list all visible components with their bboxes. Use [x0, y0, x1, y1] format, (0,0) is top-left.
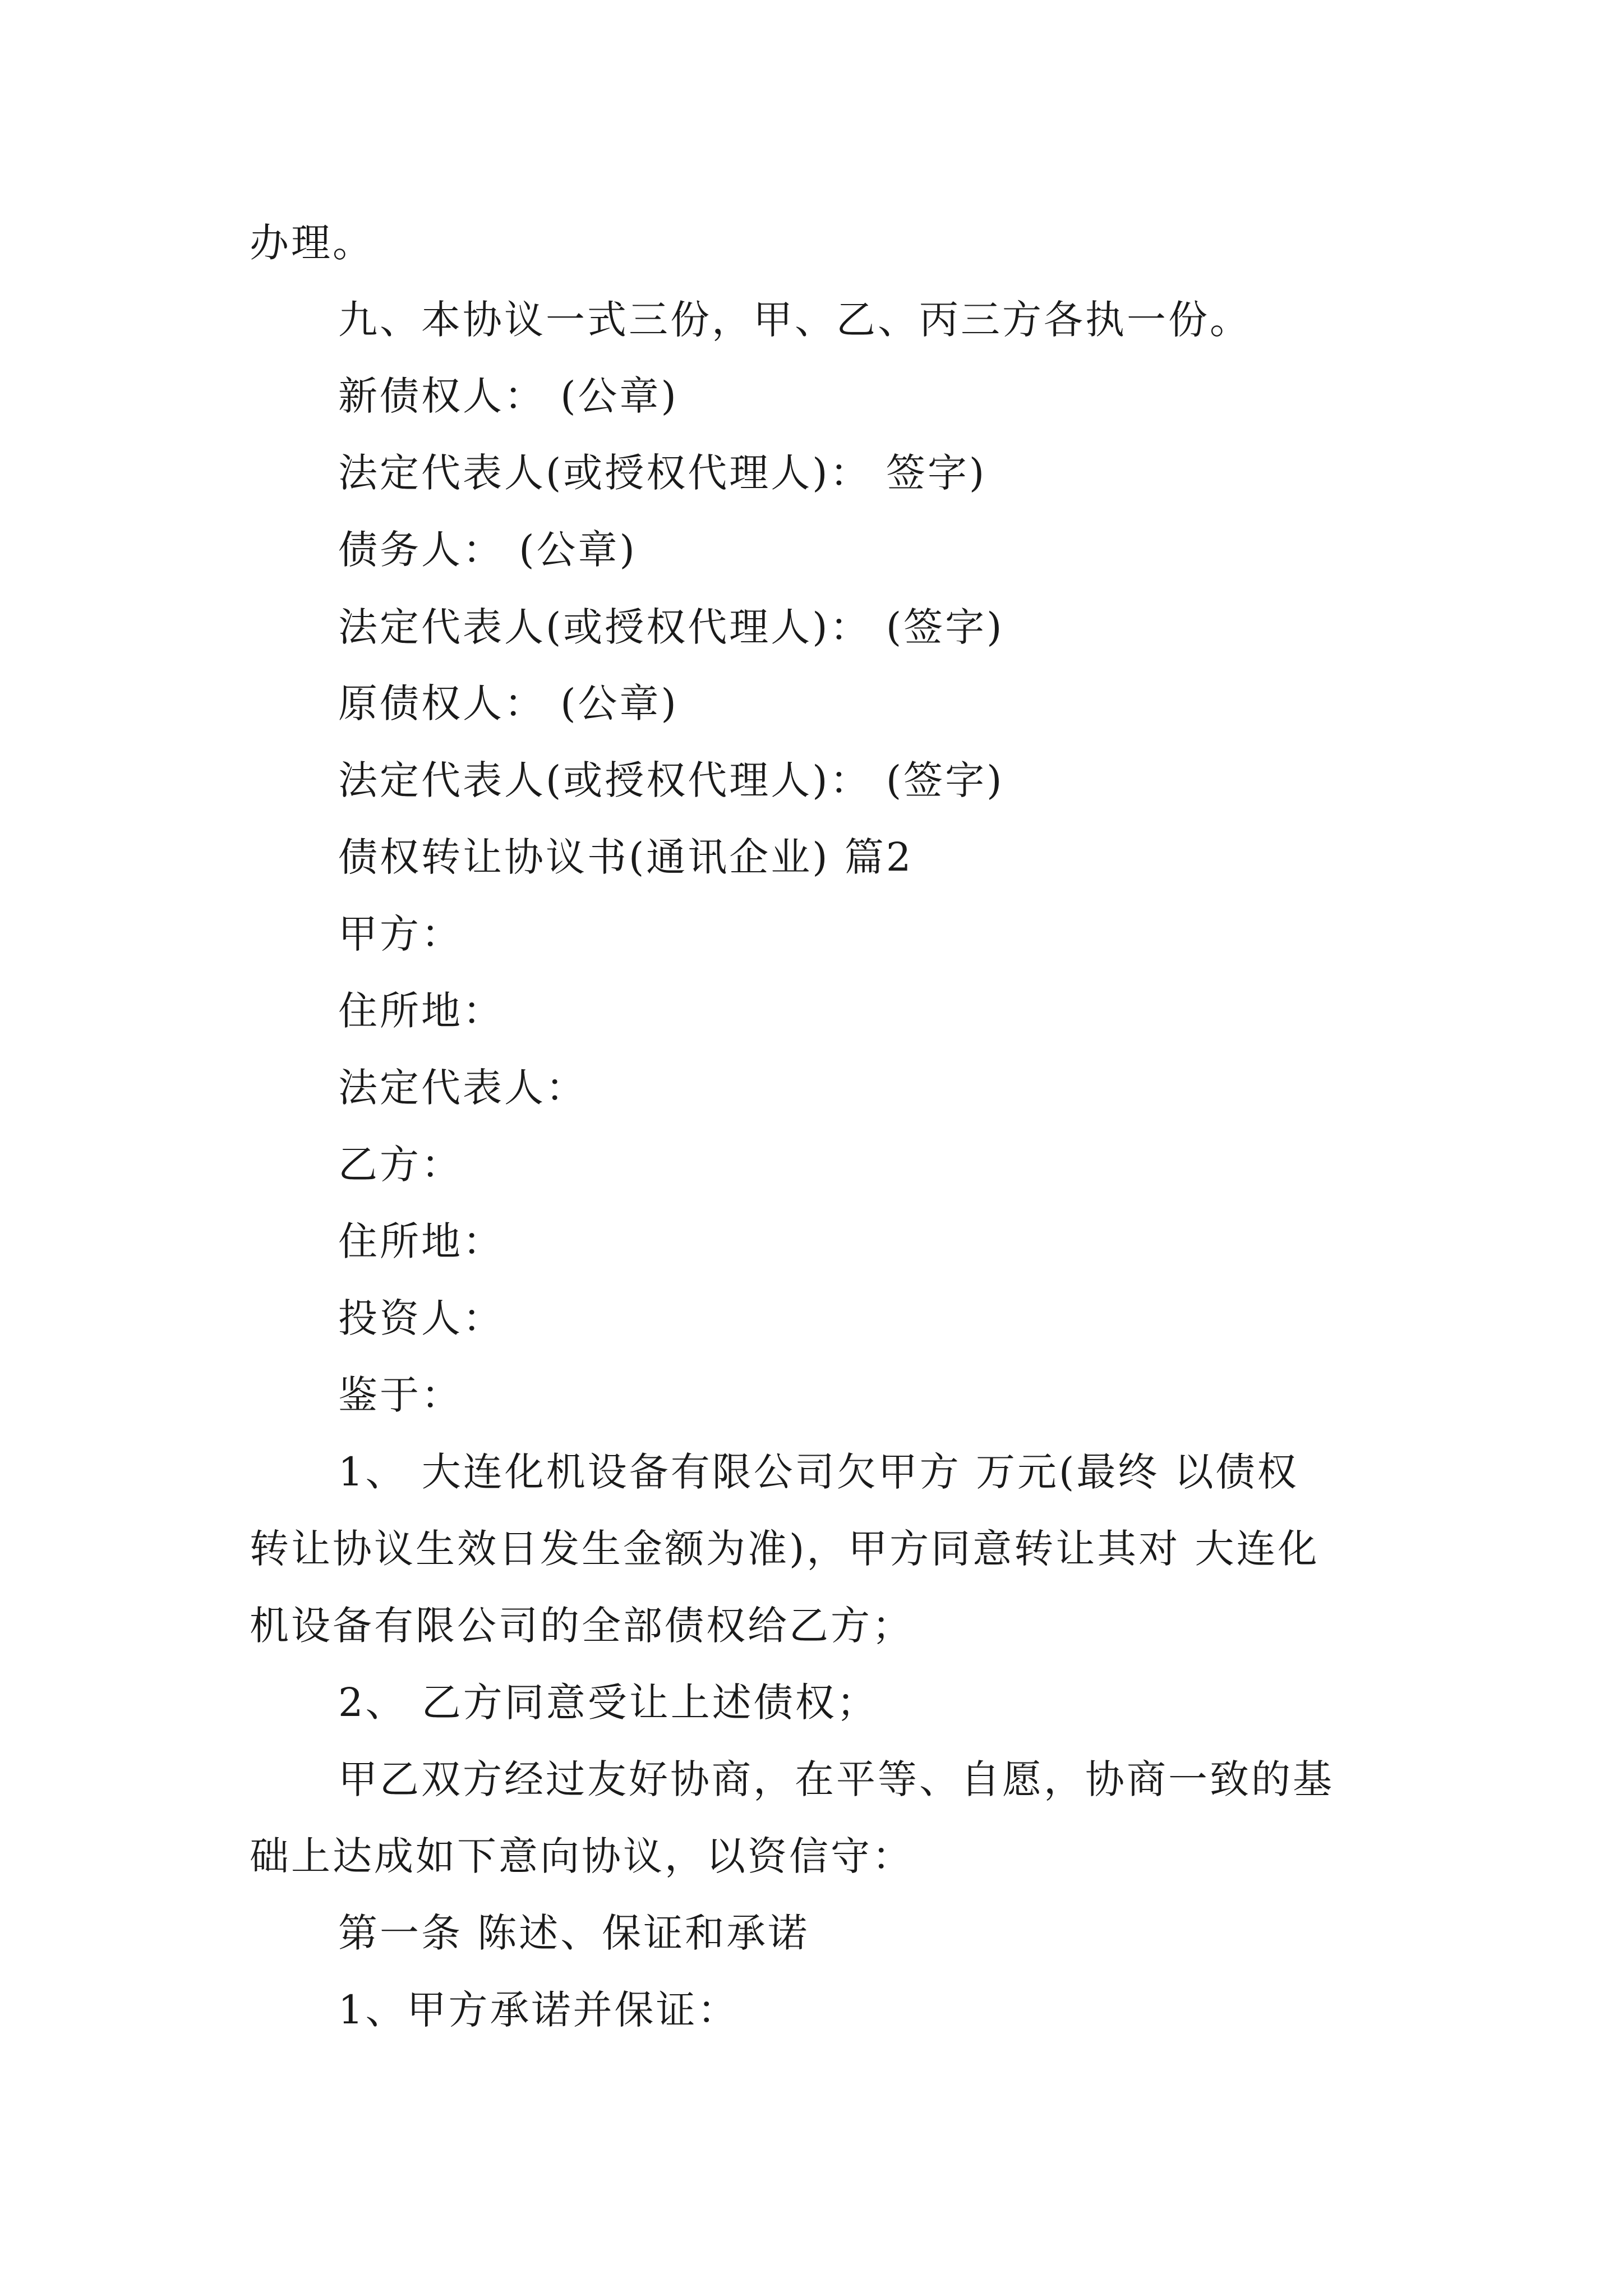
- text-line: 1、 大连化机设备有限公司欠甲方 万元(最终 以债权: [338, 1449, 1299, 1495]
- text-line: 机设备有限公司的全部债权给乙方；: [250, 1603, 914, 1649]
- text-line: 原债权人： (公章): [338, 680, 679, 726]
- text-line: 法定代表人(或授权代理人)： 签字): [338, 450, 987, 496]
- text-line: 投资人：: [338, 1295, 504, 1341]
- text-line: 转让协议生效日发生金额为准)，甲方同意转让其对 大连化: [250, 1526, 1320, 1572]
- text-line: 法定代表人(或授权代理人)： (签字): [338, 604, 1004, 650]
- text-line: 住所地：: [338, 988, 504, 1034]
- text-line: 债务人： (公章): [338, 527, 637, 573]
- text-line: 法定代表人(或授权代理人)： (签字): [338, 757, 1004, 803]
- text-line: 础上达成如下意向协议，以资信守：: [250, 1833, 914, 1879]
- text-line: 办理。: [250, 220, 374, 266]
- text-line: 甲方：: [338, 911, 463, 957]
- text-line: 法定代表人：: [338, 1065, 587, 1111]
- text-line: 2、 乙方同意受让上述债权；: [338, 1680, 878, 1726]
- text-line: 鉴于：: [338, 1372, 463, 1418]
- text-line: 甲乙双方经过友好协商，在平等、自愿，协商一致的基: [338, 1756, 1334, 1802]
- text-line: 九、本协议一式三份，甲、乙、丙三方各执一份。: [338, 297, 1251, 343]
- section-heading: 债权转让协议书(通讯企业) 篇2: [338, 834, 914, 880]
- text-line: 乙方：: [338, 1142, 463, 1188]
- text-line: 新债权人： (公章): [338, 373, 679, 419]
- text-line: 1、甲方承诺并保证：: [338, 1987, 739, 2033]
- text-line: 住所地：: [338, 1218, 504, 1264]
- article-heading: 第一条 陈述、保证和承诺: [338, 1910, 810, 1956]
